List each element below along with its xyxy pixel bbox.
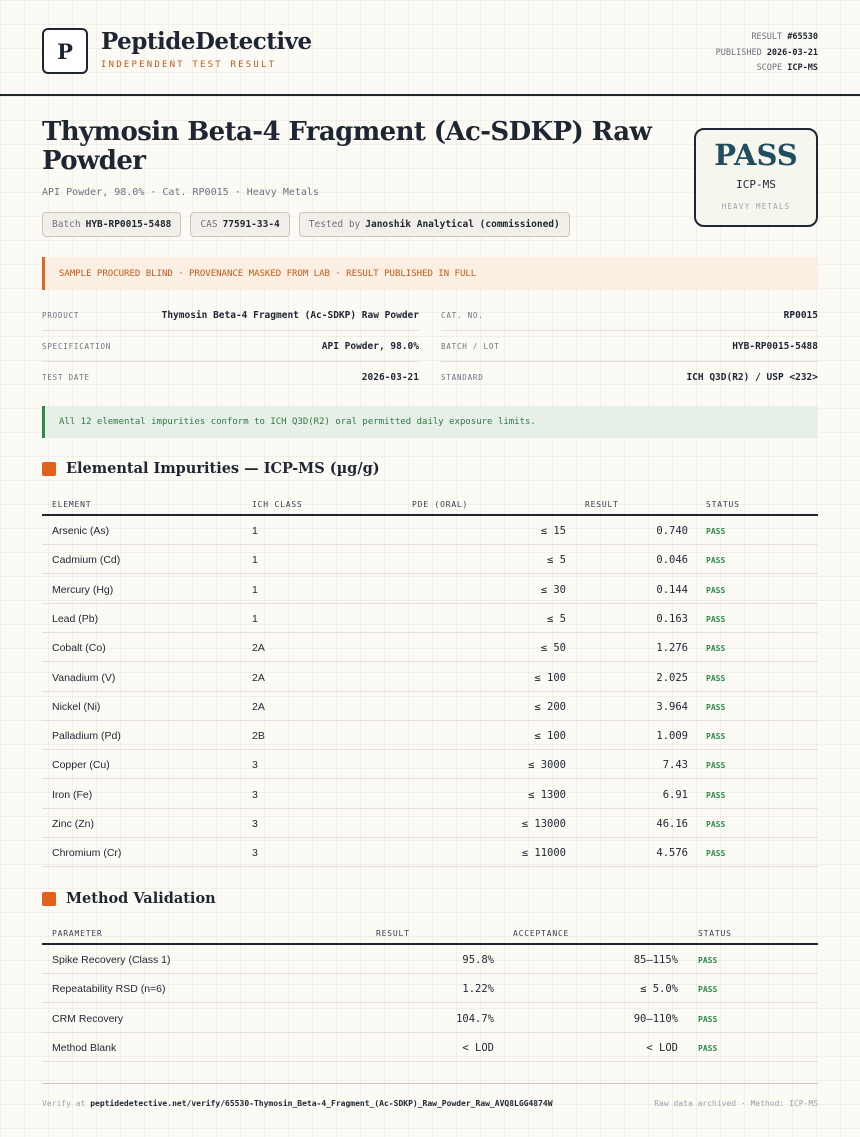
pass-badge (694, 128, 818, 227)
element-name: Cobalt (Co) (52, 642, 106, 654)
ich-class: 1 (252, 613, 258, 625)
pde-limit: ≤ 200 (534, 701, 566, 713)
result-value: 0.163 (656, 613, 688, 625)
element-name: Zinc (Zn) (52, 818, 94, 830)
scope-label: SCOPE (756, 63, 783, 73)
impurity-row (42, 545, 818, 574)
section-marker-icon (42, 892, 56, 906)
impurity-row (42, 604, 818, 633)
acceptance-range: 90–110% (633, 1013, 678, 1025)
info-label: SPECIFICATION (42, 342, 112, 351)
brand-logo: P (42, 28, 88, 74)
tested-by-chip (299, 212, 570, 237)
result-value: 1.009 (656, 730, 688, 742)
parameter-result: 104.7% (456, 1013, 494, 1025)
verdict-text: PASS (714, 138, 798, 172)
report-meta (716, 30, 818, 77)
verify-link[interactable]: peptidedetective.net/verify/65530-Thymosin_Beta-4_Fragment_(Ac-SDKP)_Raw_Powder_Raw_AVQ8LGG4874W (90, 1099, 553, 1108)
element-name: Lead (Pb) (52, 613, 99, 625)
result-value: 0.740 (656, 525, 688, 537)
element-name: Palladium (Pd) (52, 730, 121, 742)
verify-label: Verify at (42, 1099, 86, 1108)
result-id: #65530 (787, 32, 818, 42)
chip-row (42, 212, 570, 237)
ich-class: 3 (252, 847, 258, 859)
element-name: Chromium (Cr) (52, 847, 122, 859)
info-cat (441, 301, 818, 331)
info-standard (441, 362, 818, 392)
element-name: Arsenic (As) (52, 525, 110, 537)
chip-value: 77591-33-4 (222, 219, 280, 230)
pde-limit: ≤ 1300 (528, 789, 566, 801)
validation-row (42, 1004, 818, 1033)
info-value: HYB-RP0015-5488 (732, 341, 818, 352)
pde-limit: ≤ 13000 (521, 818, 566, 830)
scope-value: ICP-MS (787, 63, 818, 73)
impurities-heading (42, 460, 380, 477)
col-acceptance: ACCEPTANCE (513, 929, 570, 938)
info-label: BATCH / LOT (441, 342, 500, 351)
published-date: 2026-03-21 (766, 47, 818, 58)
parameter-name: Repeatability RSD (n=6) (52, 983, 166, 995)
verdict-method: ICP-MS (736, 178, 776, 191)
impurity-row (42, 692, 818, 721)
status-badge: PASS (706, 761, 726, 770)
result-value: 0.144 (656, 584, 688, 596)
parameter-name: Method Blank (52, 1042, 117, 1054)
element-name: Mercury (Hg) (52, 584, 114, 596)
col-result: RESULT (376, 929, 410, 938)
status-badge: PASS (706, 849, 726, 858)
chip-label: Tested by (308, 219, 361, 230)
status-badge: PASS (698, 956, 718, 965)
pde-limit: ≤ 5 (547, 554, 566, 566)
verify-line (42, 1099, 553, 1108)
element-name: Copper (Cu) (52, 759, 110, 771)
col-parameter: PARAMETER (52, 929, 103, 938)
archive-note: Raw data archived · Method: ICP-MS (654, 1099, 818, 1108)
col-pde: PDE (ORAL) (412, 500, 469, 509)
info-spec (42, 332, 419, 362)
result-label: RESULT (751, 32, 783, 42)
acceptance-range: ≤ 5.0% (640, 983, 678, 995)
result-value: 4.576 (656, 847, 688, 859)
page-title: Thymosin Beta-4 Fragment (Ac-SDKP) Raw Powder (42, 117, 652, 176)
status-badge: PASS (698, 1044, 718, 1053)
status-badge: PASS (706, 586, 726, 595)
provenance-notice (42, 257, 818, 290)
section-marker-icon (42, 462, 56, 476)
status-badge: PASS (698, 985, 718, 994)
status-badge: PASS (698, 1015, 718, 1024)
element-name: Iron (Fe) (52, 789, 93, 801)
status-badge: PASS (706, 556, 726, 565)
ich-class: 2A (252, 642, 265, 654)
validation-row (42, 974, 818, 1003)
result-value: 7.43 (662, 759, 688, 771)
impurity-row (42, 838, 818, 867)
element-name: Vanadium (V) (52, 672, 116, 684)
section-title: Method Validation (66, 890, 216, 907)
status-badge: PASS (706, 703, 726, 712)
parameter-name: Spike Recovery (Class 1) (52, 954, 171, 966)
result-value: 6.91 (662, 789, 688, 801)
ich-class: 1 (252, 525, 258, 537)
impurity-row (42, 663, 818, 692)
status-badge: PASS (706, 615, 726, 624)
validation-row (42, 1033, 818, 1062)
ich-class: 2A (252, 672, 265, 684)
col-element: ELEMENT (52, 500, 92, 509)
chip-label: Batch (52, 219, 81, 230)
ich-class: 3 (252, 818, 258, 830)
brand-tagline: INDEPENDENT TEST RESULT (101, 60, 277, 70)
validation-heading (42, 890, 216, 907)
info-product (42, 301, 419, 331)
ich-class: 1 (252, 584, 258, 596)
status-badge: PASS (706, 820, 726, 829)
pde-limit: ≤ 50 (540, 642, 566, 654)
impurity-row (42, 809, 818, 838)
published-label: PUBLISHED (715, 47, 762, 58)
element-name: Cadmium (Cd) (52, 554, 121, 566)
pde-limit: ≤ 15 (540, 525, 566, 537)
status-badge: PASS (706, 732, 726, 741)
pde-limit: ≤ 100 (534, 672, 566, 684)
report-footer (42, 1083, 818, 1123)
parameter-result: 1.22% (462, 983, 494, 995)
info-value: API Powder, 98.0% (321, 341, 419, 352)
impurity-row (42, 516, 818, 545)
info-label: CAT. NO. (441, 311, 484, 320)
col-result: RESULT (585, 500, 619, 509)
ich-class: 3 (252, 789, 258, 801)
impurity-row (42, 633, 818, 662)
impurity-row (42, 575, 818, 604)
result-value: 46.16 (656, 818, 688, 830)
conformance-notice (42, 406, 818, 438)
section-title: Elemental Impurities — ICP-MS (µg/g) (66, 460, 380, 477)
pde-limit: ≤ 3000 (528, 759, 566, 771)
page-subtitle: API Powder, 98.0% · Cat. RP0015 · Heavy Metals (42, 187, 319, 198)
result-value: 0.046 (656, 554, 688, 566)
info-value: RP0015 (783, 310, 818, 321)
col-status: STATUS (706, 500, 740, 509)
verdict-scope: HEAVY METALS (721, 202, 791, 211)
info-batch (441, 332, 818, 362)
impurity-row (42, 750, 818, 779)
info-label: STANDARD (441, 372, 484, 382)
ich-class: 1 (252, 554, 258, 566)
validation-table-header (42, 923, 818, 945)
col-ich-class: ICH CLASS (252, 500, 303, 509)
pde-limit: ≤ 30 (540, 584, 566, 596)
brand-name: PeptideDetective (101, 28, 312, 55)
info-label: TEST DATE (42, 372, 90, 382)
pde-limit: ≤ 100 (534, 730, 566, 742)
ich-class: 2A (252, 701, 265, 713)
pde-limit: ≤ 5 (547, 613, 566, 625)
cas-chip (190, 212, 289, 237)
info-label: PRODUCT (42, 311, 80, 320)
batch-chip (42, 212, 181, 237)
chip-label: CAS (200, 219, 218, 230)
acceptance-range: 85–115% (633, 954, 678, 966)
report-header (0, 0, 860, 96)
result-value: 1.276 (656, 642, 688, 654)
result-value: 2.025 (656, 672, 688, 684)
parameter-name: CRM Recovery (52, 1013, 124, 1025)
ich-class: 3 (252, 759, 258, 771)
element-name: Nickel (Ni) (52, 701, 101, 713)
status-badge: PASS (706, 644, 726, 653)
pde-limit: ≤ 11000 (521, 847, 566, 859)
impurity-row (42, 721, 818, 750)
status-badge: PASS (706, 674, 726, 683)
impurities-table-header (42, 494, 818, 516)
status-badge: PASS (706, 791, 726, 800)
impurity-row (42, 780, 818, 809)
parameter-result: 95.8% (462, 954, 494, 966)
chip-value: Janoshik Analytical (commissioned) (365, 219, 560, 230)
acceptance-range: < LOD (646, 1042, 678, 1054)
status-badge: PASS (706, 527, 726, 536)
conformance-text: All 12 elemental impurities conform to ICH Q3D(R2) oral permitted daily exposure limits. (59, 417, 536, 427)
result-value: 3.964 (656, 701, 688, 713)
col-status: STATUS (698, 929, 732, 938)
info-date (42, 362, 419, 392)
info-value: 2026-03-21 (361, 371, 419, 383)
notice-text: SAMPLE PROCURED BLIND · PROVENANCE MASKED FROM LAB · RESULT PUBLISHED IN FULL (59, 268, 477, 279)
info-value: Thymosin Beta-4 Fragment (Ac-SDKP) Raw Powder (161, 310, 419, 321)
validation-row (42, 945, 818, 974)
chip-value: HYB-RP0015-5488 (85, 219, 172, 230)
info-value: ICH Q3D(R2) / USP <232> (686, 371, 818, 383)
ich-class: 2B (252, 730, 265, 742)
parameter-result: < LOD (462, 1042, 494, 1054)
